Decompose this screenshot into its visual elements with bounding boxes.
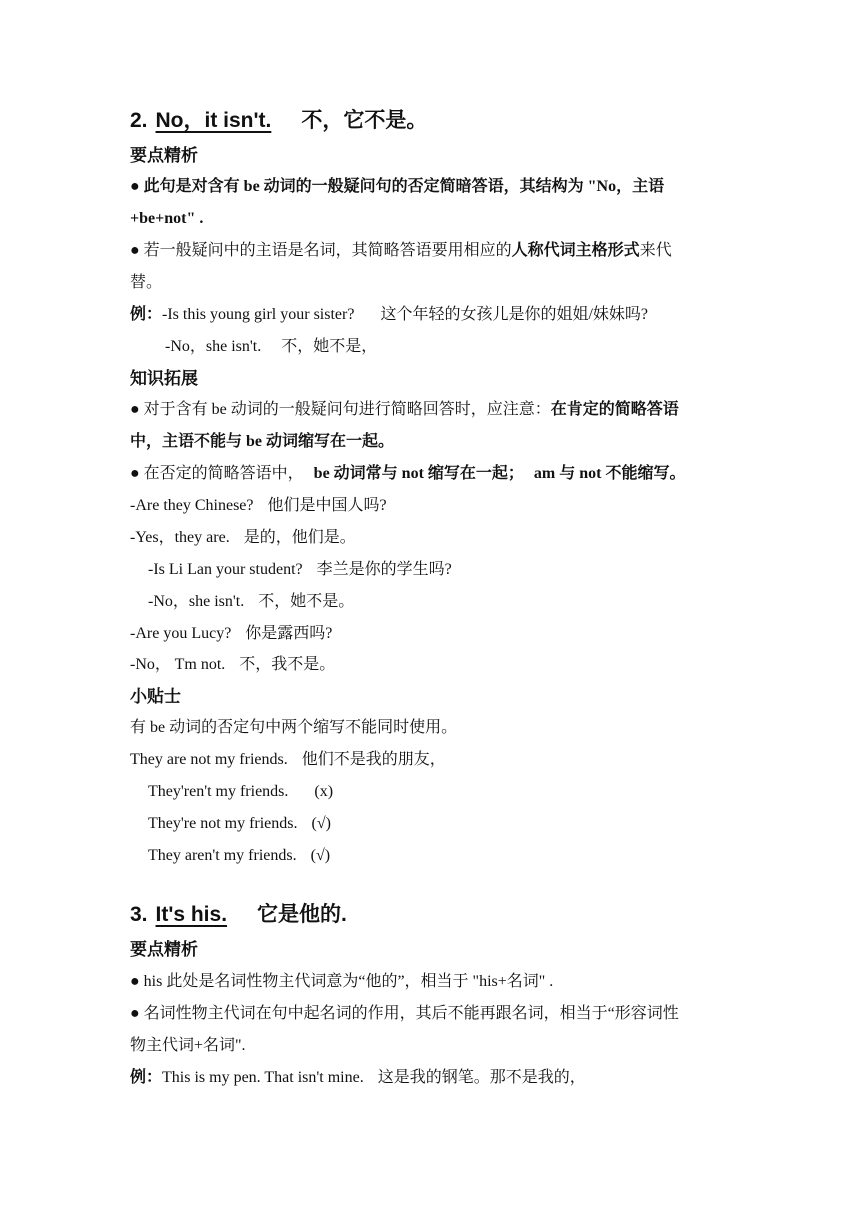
tip-right-2 <box>148 846 330 866</box>
section2-example-question <box>130 305 648 325</box>
section2-heading <box>130 108 427 134</box>
section2-bullet2-line2: 替。 <box>130 274 163 291</box>
section3-example-cn: 这是我的钢笔。那不是我的， <box>377 1069 586 1086</box>
ext2-text-bold1: be 动词常与 not 缩写在一起； <box>313 465 524 482</box>
section2-bullet1-line2: +be+not" . <box>130 210 204 227</box>
section3-example-en: This is my pen. That isn't mine. <box>162 1069 364 1086</box>
dialogue-5-cn: 你是露西吗? <box>245 625 333 642</box>
tip-right-1 <box>148 814 331 834</box>
example-answer-cn: 不，她不是， <box>281 338 378 355</box>
section2-title-cn: 不，它不是。 <box>301 109 428 132</box>
section3-title-cn: 它是他的. <box>257 903 347 926</box>
bullet2-text-pre: ● 若一般疑问中的主语是名词，其简略答语要用相应的 <box>130 242 512 259</box>
example-question-en: -Is this young girl your sister? <box>162 306 355 323</box>
bullet2-text-bold: 人称代词主格形式 <box>511 242 640 259</box>
section2-example-answer <box>165 337 377 357</box>
tip-wrong-mark: (x) <box>314 783 334 800</box>
section2-ext1-line1 <box>130 400 679 420</box>
dialogue-2-en: -Yes，they are. <box>130 529 230 546</box>
dialogue-2-cn: 是的，他们是。 <box>243 529 356 546</box>
dialogue-3-en: -Is Li Lan your student? <box>148 561 303 578</box>
section3-key-points-heading: 要点精析 <box>130 940 198 959</box>
dialogue-4-cn: 不，她不是。 <box>258 593 355 610</box>
dialogue-6-en: -No， Tm not. <box>130 656 226 673</box>
tip-text: 有 be 动词的否定句中两个缩写不能同时使用。 <box>130 719 458 736</box>
section2-ext1-line2: 中，主语不能与 be 动词缩写在一起。 <box>130 433 395 450</box>
dialogue-5-en: -Are you Lucy? <box>130 625 232 642</box>
ext2-text: ● 在否定的简略答语中， <box>130 465 304 482</box>
section2-bullet2-line1 <box>130 241 672 261</box>
tip-wrong <box>148 782 333 802</box>
section3-bullet1: ● his 此处是名词性物主代词意为“他的”，相当于 "his+名词" . <box>130 973 554 990</box>
example-question-cn: 这个年轻的女孩儿是你的姐姐/妹妹吗? <box>380 306 648 323</box>
tip-example <box>130 750 446 770</box>
section2-number: 2. <box>130 109 148 132</box>
ext1-text-bold: 在肯定的简略答语 <box>550 401 679 418</box>
dialogue-line-2 <box>130 528 356 548</box>
example-answer-en: -No，she isn't. <box>165 338 262 355</box>
tip-right2-mark: (√) <box>310 847 331 864</box>
dialogue-line-6 <box>130 655 335 675</box>
dialogue-3-cn: 李兰是你的学生吗? <box>316 561 452 578</box>
dialogue-6-cn: 不，我不是。 <box>239 656 336 673</box>
dialogue-line-5 <box>130 624 332 644</box>
section3-example-label: 例： <box>130 1069 163 1086</box>
tip-wrong-text: They'ren't my friends. <box>148 783 289 800</box>
section3-title-en: It's his. <box>155 903 228 926</box>
tip-right1-mark: (√) <box>311 815 331 832</box>
tip-right1-text: They're not my friends. <box>148 815 298 832</box>
section2-tips-heading: 小贴士 <box>130 687 181 706</box>
dialogue-4-en: -No，she isn't. <box>148 593 245 610</box>
dialogue-line-1 <box>130 496 387 516</box>
section2-ext2-line <box>130 464 685 484</box>
dialogue-line-3 <box>148 560 452 580</box>
section2-title-en: No，it isn't. <box>155 109 272 132</box>
dialogue-1-en: -Are they Chinese? <box>130 497 254 514</box>
section3-bullet2-line2: 物主代词+名词". <box>130 1037 246 1054</box>
section3-heading <box>130 902 347 928</box>
dialogue-line-4 <box>148 592 354 612</box>
section2-bullet1-line1: ● 此句是对含有 be 动词的一般疑问句的否定简暗答语，其结构为 "No，主语 <box>130 178 665 195</box>
bullet2-text-post: 来代 <box>639 242 672 259</box>
section3-bullet2-line1: ● 名词性物主代词在句中起名词的作用，其后不能再跟名词，相当于“形容词性 <box>130 1005 679 1022</box>
tip-example-cn: 他们不是我的朋友， <box>301 751 446 768</box>
section3-example <box>130 1068 586 1088</box>
section2-extension-heading: 知识拓展 <box>130 369 198 388</box>
dialogue-1-cn: 他们是中国人吗? <box>267 497 387 514</box>
example-label: 例： <box>130 306 163 323</box>
tip-example-en: They are not my friends. <box>130 751 288 768</box>
tip-right2-text: They aren't my friends. <box>148 847 297 864</box>
ext1-text: ● 对于含有 be 动词的一般疑问句进行简略回答时，应注意： <box>130 401 551 418</box>
section2-key-points-heading: 要点精析 <box>130 146 198 165</box>
ext2-text-bold2: am 与 not 不能缩写。 <box>533 465 686 482</box>
section3-number: 3. <box>130 903 148 926</box>
